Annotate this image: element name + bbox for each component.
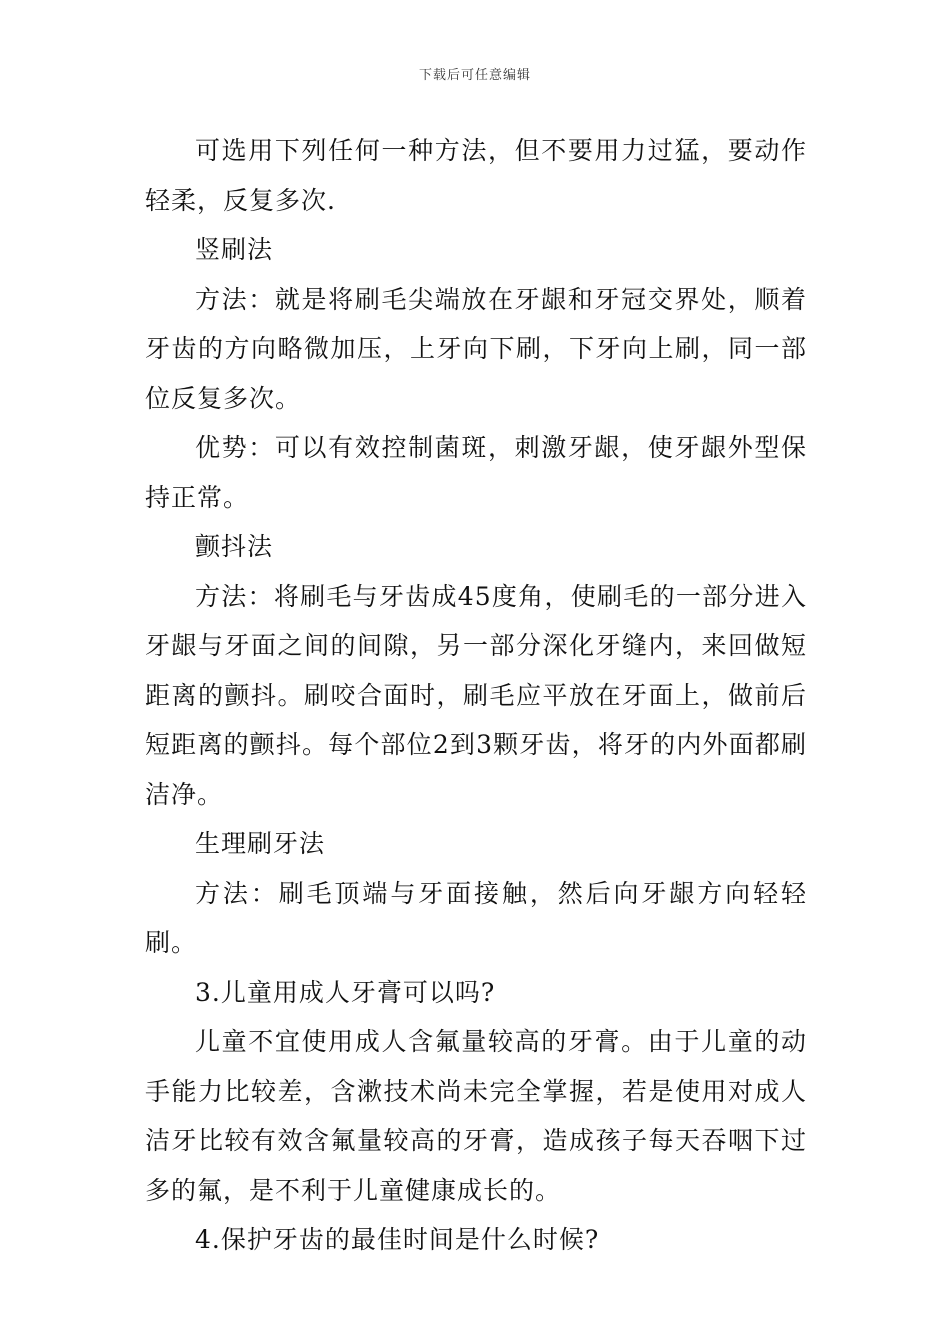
- heading-vibration-brushing: 颤抖法: [195, 532, 274, 561]
- document-body: [145, 126, 807, 1265]
- paragraph-vibration-method: 方法：将刷毛与牙齿成45度角，使刷毛的一部分进入牙龈与牙面之间的间隙，另一部分深化牙缝内，来回做短距离的颤抖。刷咬合面时，刷毛应平放在牙面上，做前后短距离的颤抖。每个部位2到3颗牙齿，将牙的内外面都刷洁净。: [145, 581, 807, 809]
- heading-physiological-brushing: 生理刷牙法: [195, 829, 326, 858]
- heading-vertical-brushing: 竖刷法: [195, 235, 274, 264]
- page-header: 下载后可任意编辑: [418, 68, 531, 83]
- question-4-heading: 4.保护牙齿的最佳时间是什么时候?: [195, 1225, 600, 1254]
- paragraph-intro: 可选用下列任何一种方法，但不要用力过猛，要动作轻柔，反复多次.: [145, 136, 807, 215]
- paragraph-children-toothpaste: 儿童不宜使用成人含氟量较高的牙膏。由于儿童的动手能力比较差，含漱技术尚未完全掌握，若是使用对成人洁牙比较有效含氟量较高的牙膏，造成孩子每天吞咽下过多的氟，是不利于儿童健康成长的。: [145, 1027, 807, 1205]
- paragraph-vertical-advantage: 优势：可以有效控制菌斑，刺激牙龈，使牙龈外型保持正常。: [145, 433, 807, 512]
- paragraph-vertical-method: 方法：就是将刷毛尖端放在牙龈和牙冠交界处，顺着牙齿的方向略微加压，上牙向下刷，下牙向上刷，同一部位反复多次。: [145, 284, 807, 413]
- question-3-heading: 3.儿童用成人牙膏可以吗?: [195, 977, 496, 1007]
- paragraph-physiological-method: 方法：刷毛顶端与牙面接触，然后向牙龈方向轻轻刷。: [145, 878, 807, 957]
